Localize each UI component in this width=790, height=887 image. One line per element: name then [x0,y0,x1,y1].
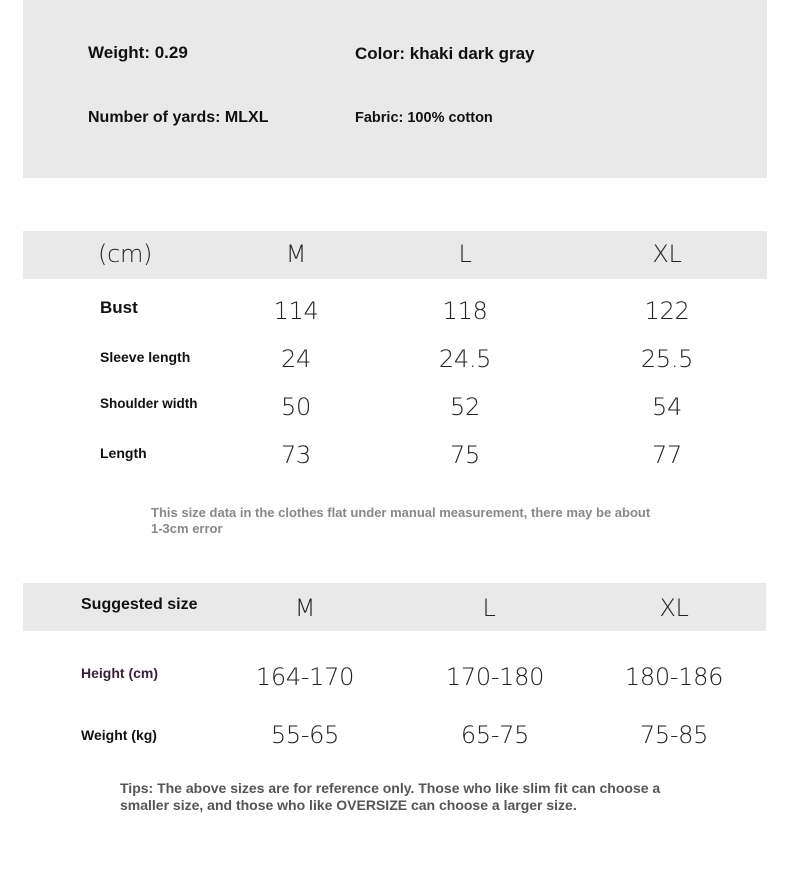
table-cell: 75 [450,441,480,469]
row-label-height: Height (cm) [81,665,158,681]
table-cell: 65-75 [460,721,530,749]
table-cell: 122 [644,297,690,325]
table-cell: 24.5 [438,345,492,373]
suggested-column-l: L [482,594,496,622]
row-label-sleeve-length: Sleeve length [100,349,191,365]
suggested-column-m: M [294,594,316,622]
table-cell: 54 [652,393,682,421]
size-tips: Tips: The above sizes are for reference only. Those who like slim fit can choose a smaller size, and those who like OVERSIZE can choose a larger size. [120,780,661,813]
row-label-shoulder-width: Shoulder width [100,396,198,411]
size-column-l: L [458,240,472,268]
yards-info: Number of yards: MLXL [88,109,269,126]
table-cell: 50 [281,393,311,421]
weight-info: Weight: 0.29 [88,43,188,62]
table-cell: 114 [273,297,319,325]
table-cell: 25.5 [640,345,694,373]
row-label-bust: Bust [100,298,138,317]
table-cell: 118 [442,297,488,325]
table-cell: 180-186 [624,663,724,691]
suggested-size-header: Suggested size [81,596,198,613]
table-cell: 55-65 [270,721,340,749]
suggested-column-xl: XL [659,594,689,622]
fabric-info: Fabric: 100% cotton [355,110,493,126]
table-cell: 24 [281,345,311,373]
color-info: Color: khaki dark gray [355,44,535,63]
row-label-length: Length [100,445,147,461]
table-cell: 170-180 [445,663,545,691]
table-cell: 77 [652,441,682,469]
table-cell: 164-170 [255,663,355,691]
table-cell: 73 [281,441,311,469]
measurement-note: This size data in the clothes flat under manual measurement, there may be about 1-3cm error [151,505,651,536]
size-column-m: M [285,240,307,268]
size-column-xl: XL [652,240,682,268]
unit-header: (cm) [98,240,153,268]
row-label-weight: Weight (kg) [81,727,157,743]
table-cell: 52 [450,393,480,421]
table-cell: 75-85 [639,721,709,749]
product-info-panel [23,0,767,178]
